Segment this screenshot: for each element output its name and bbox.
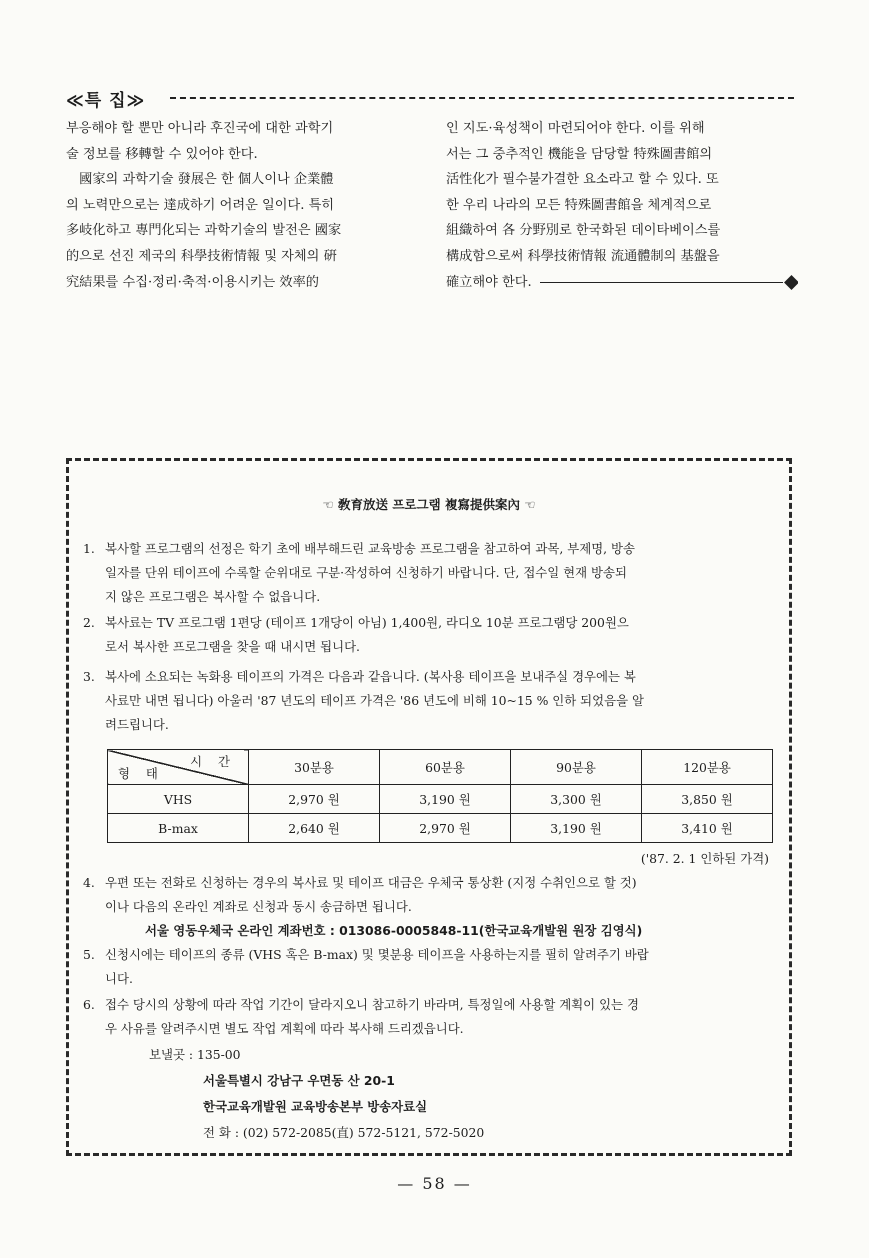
text-line: 多岐化하고 專門化되는 과학기술의 발전은 國家 [66,223,342,239]
table-corner-cell [108,750,249,785]
corner-top-label: 시 간 [190,754,236,769]
item-line: 복사에 소요되는 녹화용 테이프의 가격은 다음과 같읍니다. (복사용 테이프을 보내주실 경우에는 복 [105,669,636,684]
price-cell: 2,640 원 [249,814,380,843]
text-line: 的으로 선진 제국의 科學技術情報 및 자체의 硏 [66,248,337,264]
corner-bottom-label: 형 태 [118,766,164,781]
item-number: 6. [83,997,95,1012]
section-header [66,86,794,110]
column-header: 120분용 [642,750,773,785]
text-line: 술 정보를 移轉할 수 있어야 한다. [66,146,258,162]
column-header: 90분용 [511,750,642,785]
item-line: 우 사유를 알려주시면 별도 작업 계획에 따라 복사해 드리겠읍니다. [105,1021,464,1036]
text-line: 의 노력만으로는 達成하기 어려운 일이다. 특히 [66,197,335,213]
text-line: 한 우리 나라의 모든 特殊圖書館을 체계적으로 [446,197,712,213]
page-number: — 58 — [397,1174,472,1193]
text-line: 부응해야 할 뿐만 아니라 후진국에 대한 과학기 [66,121,334,136]
item-line: 니다. [105,971,133,986]
column-header: 60분용 [380,750,511,785]
end-rule [540,282,783,283]
address-label-text: 보낼곳 : 135-00 [149,1047,241,1062]
item-line: 이나 다음의 온라인 계좌로 신청과 동시 송금하면 됩니다. [105,899,412,914]
item-line: 로서 복사한 프로그램을 찾을 때 내시면 됩니다. [105,639,360,654]
text-line: 組織하여 各 分野別로 한국화된 데이타베이스를 [446,223,721,239]
column-header: 30분용 [249,750,380,785]
tape-price-table [107,749,773,843]
item-number: 1. [83,541,95,556]
row-label: VHS [108,785,249,814]
text-line-end: 確立해야 한다. [446,274,532,290]
header-dashed-rule [170,97,794,99]
price-cell: 2,970 원 [380,814,511,843]
text-line: 서는 그 중추적인 機能을 담당할 特殊圖書館의 [446,146,713,162]
end-mark-icon [784,275,798,290]
item-line: 접수 당시의 상황에 따라 작업 기간이 달라지오니 참고하기 바라며, 특정일에 사용할 계획이 있는 경 [105,997,639,1012]
price-cell: 3,410 원 [642,814,773,843]
text-line: 國家의 과학기술 發展은 한 個人이나 企業體 [66,172,334,188]
item-line: 복사료는 TV 프로그램 1편당 (테이프 1개당이 아님) 1,400원, 라디오 10분 프로그램당 200원으 [105,615,629,630]
account-line: 서울 영동우체국 온라인 계좌번호 : 013086-0005848-11(한국교육개발원 원장 김영식) [145,923,643,938]
price-cell: 3,300 원 [511,785,642,814]
text-line: 活性化가 필수불가결한 요소라고 할 수 있다. 또 [446,172,719,188]
price-cell: 2,970 원 [249,785,380,814]
price-cell: 3,190 원 [380,785,511,814]
price-cell: 3,190 원 [511,814,642,843]
table-row [108,785,773,814]
text-line: 인 지도·육성책이 마련되어야 한다. 이를 위해 [446,121,705,136]
address-line: 서울특별시 강남구 우면동 산 20-1 [203,1073,395,1088]
text-line: 究結果를 수집·정리·축적·이용시키는 效率的 [66,274,319,290]
section-title: ≪특 집≫ [66,91,146,111]
notice-title: ☜ 敎育放送 프로그램 複寫提供案內 ☜ [322,497,536,512]
final-text-line [446,270,798,296]
address-line: 한국교육개발원 교육방송본부 방송자료실 [203,1099,428,1114]
row-label: B-max [108,814,249,843]
address-label [149,1043,241,1067]
price-cell: 3,850 원 [642,785,773,814]
item-line: 우편 또는 전화로 신청하는 경우의 복사료 및 테이프 대금은 우체국 통상환 (지정 수취인으로 할 것) [105,875,637,890]
text-line: 構成함으로써 科學技術情報 流通體制의 基盤을 [446,248,720,264]
item-number: 4. [83,875,95,890]
item-line: 려드립니다. [105,717,169,732]
left-text-column [66,116,418,295]
table-row [108,814,773,843]
item-line: 일자를 단위 테이프에 수록할 순위대로 구분·작성하여 신청하기 바랍니다. 단, 접수일 현재 방송되 [105,565,627,580]
item-line: 신청시에는 테이프의 종류 (VHS 혹은 B-max) 및 몇분용 테이프을 사용하는지를 필히 알려주기 바랍 [105,947,649,962]
price-note: ('87. 2. 1 인하된 가격) [640,851,769,866]
notice-box [66,458,792,1156]
item-number: 3. [83,669,95,684]
item-number: 5. [83,947,95,962]
table-header-row [108,750,773,785]
phone-line: 전 화 : (02) 572-2085(直) 572-5121, 572-5020 [203,1125,485,1140]
item-line: 사료만 내면 됩니다) 아울러 '87 년도의 테이프 가격은 '86 년도에 비해 10~15 % 인하 되었음을 알 [105,693,644,708]
item-number: 2. [83,615,95,630]
item-line: 복사할 프로그램의 선정은 학기 초에 배부해드린 교육방송 프로그램을 참고하여 과목, 부제명, 방송 [105,541,635,556]
right-text-column [446,116,798,295]
item-line: 지 않은 프로그램은 복사할 수 없읍니다. [105,589,321,604]
